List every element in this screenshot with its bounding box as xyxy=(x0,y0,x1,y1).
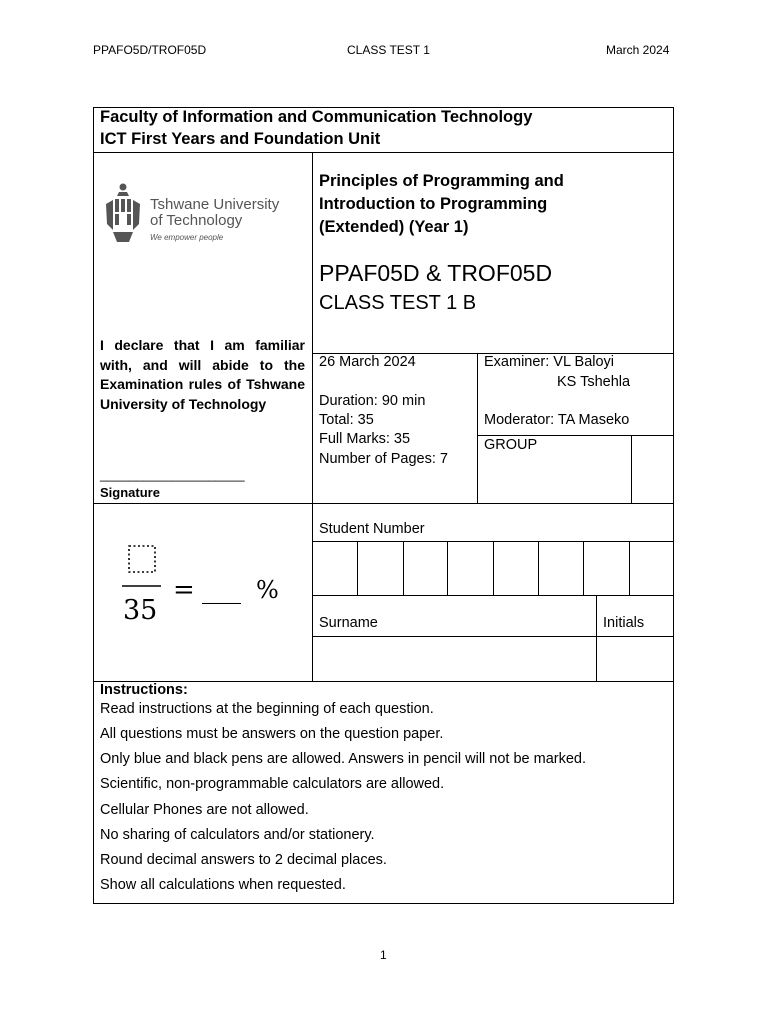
logo-name-line2: of Technology xyxy=(150,212,243,229)
table-border xyxy=(312,595,674,596)
student-number-cell-border xyxy=(447,541,448,595)
instruction-item: Show all calculations when requested. xyxy=(100,877,346,893)
table-border xyxy=(312,152,313,681)
examiner-2: KS Tshehla xyxy=(557,374,631,390)
table-border xyxy=(93,503,674,504)
test-total: Total: 35 xyxy=(319,412,374,428)
test-duration: Duration: 90 min xyxy=(319,393,426,409)
student-number-label: Student Number xyxy=(319,521,425,537)
surname-label: Surname xyxy=(319,615,378,631)
instruction-item: Scientific, non-programmable calculators are allowed. xyxy=(100,776,445,792)
signature-line[interactable]: ____________________ xyxy=(100,467,245,482)
initials-field[interactable] xyxy=(597,637,672,680)
course-code: PPAF05D & TROF05D xyxy=(319,260,553,286)
test-name: CLASS TEST 1 B xyxy=(319,292,477,314)
instruction-item: Cellular Phones are not allowed. xyxy=(100,802,309,818)
student-number-cell-border xyxy=(403,541,404,595)
instruction-item: No sharing of calculators and/or stationery. xyxy=(100,827,375,843)
score-blank: ___ xyxy=(202,575,241,605)
score-denominator: 35 xyxy=(123,595,158,626)
course-title-line3: (Extended) (Year 1) xyxy=(319,218,469,236)
header-course-codes: PPAFO5D/TROF05D xyxy=(93,43,207,57)
course-title-line1: Principles of Programming and xyxy=(319,172,564,190)
surname-field[interactable] xyxy=(313,637,595,680)
table-border xyxy=(93,903,674,904)
table-border xyxy=(93,107,94,904)
score-percent: % xyxy=(256,576,279,604)
logo-tagline: We empower people xyxy=(150,233,224,242)
table-border xyxy=(631,435,632,503)
instructions-title: Instructions: xyxy=(100,682,188,698)
moderator: Moderator: TA Maseko xyxy=(484,412,630,428)
instruction-item: Round decimal answers to 2 decimal places. xyxy=(100,852,387,868)
unit-name: ICT First Years and Foundation Unit xyxy=(100,130,381,148)
course-title-line2: Introduction to Programming xyxy=(319,195,548,213)
student-number-cell-border xyxy=(493,541,494,595)
student-number-cell-border xyxy=(629,541,630,595)
student-number-cell-border xyxy=(538,541,539,595)
table-border xyxy=(477,353,478,503)
instruction-item: Only blue and black pens are allowed. Answers in pencil will not be marked. xyxy=(100,751,587,767)
group-field[interactable] xyxy=(633,437,673,502)
table-border xyxy=(93,152,674,153)
header-test-title: CLASS TEST 1 xyxy=(347,43,430,57)
page-number: 1 xyxy=(380,948,387,962)
full-marks: Full Marks: 35 xyxy=(319,431,411,447)
table-border xyxy=(477,435,674,436)
examiner-1: Examiner: VL Baloyi xyxy=(484,354,615,370)
table-border xyxy=(673,107,674,904)
score-fraction xyxy=(118,540,298,630)
group-label: GROUP xyxy=(484,437,538,453)
instruction-item: Read instructions at the beginning of each question. xyxy=(100,701,434,717)
score-equals: = xyxy=(173,575,195,605)
student-number-cell-border xyxy=(583,541,584,595)
header-date: March 2024 xyxy=(606,43,670,57)
initials-label: Initials xyxy=(603,615,645,631)
university-logo xyxy=(103,180,308,250)
page-count: Number of Pages: 7 xyxy=(319,451,448,467)
declaration-text: I declare that I am familiar with, and will abide to the Examination rules of Tshwane University of Technology xyxy=(100,337,305,412)
faculty-name: Faculty of Information and Communication Technology xyxy=(100,108,533,126)
student-number-cell-border xyxy=(357,541,358,595)
test-date: 26 March 2024 xyxy=(319,354,416,370)
instruction-item: All questions must be answers on the question paper. xyxy=(100,726,444,742)
logo-name-line1: Tshwane University xyxy=(150,196,280,213)
score-placeholder-box xyxy=(129,546,155,572)
signature-label: Signature xyxy=(100,485,160,500)
